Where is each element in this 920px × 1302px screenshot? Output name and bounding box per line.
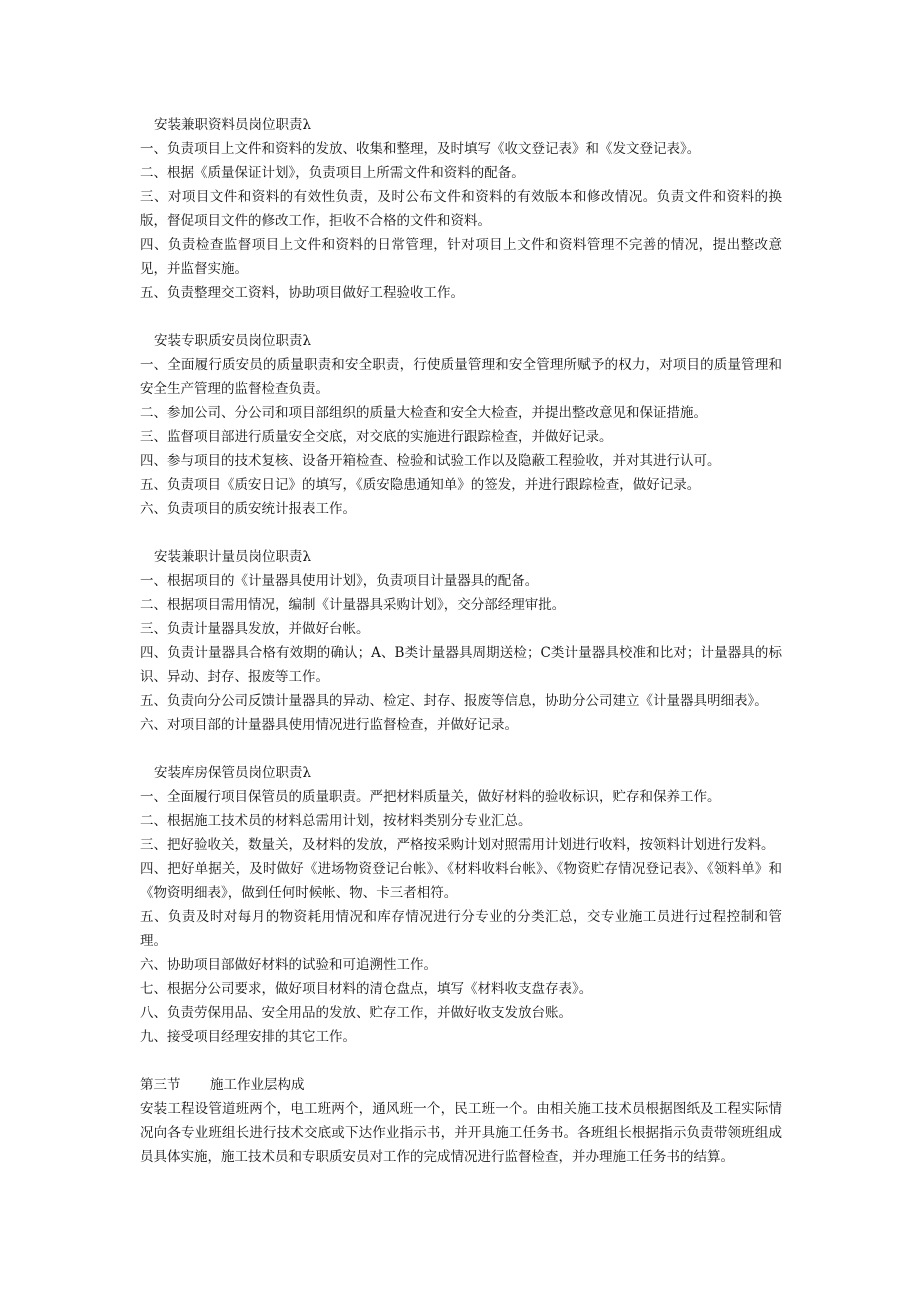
duty-item: 八、负责劳保用品、安全用品的发放、贮存工作，并做好收支发放台账。 (140, 1005, 572, 1021)
duty-item: 四、负责计量器具合格有效期的确认；A、B类计量器具周期送检；C类计量器具校准和比对；计量器具的标识、异动、封存、报废等工作。 (140, 645, 782, 685)
duty-item: 二、根据《质量保证计划》，负责项目上所需文件和资料的配备。 (140, 165, 525, 181)
section-title: 安装库房保管员岗位职责λ (154, 765, 312, 781)
chapter-section (140, 1073, 782, 1169)
duty-item: 一、全面履行质安员的质量职责和安全职责，行使质量管理和安全管理所赋予的权力，对项目的质量管理和安全生产管理的监督检查负责。 (140, 357, 782, 397)
chapter-heading (140, 1073, 782, 1097)
duty-item: 九、接受项目经理安排的其它工作。 (140, 1029, 356, 1045)
duty-item: 二、根据项目需用情况，编制《计量器具采购计划》，交分部经理审批。 (140, 597, 566, 613)
duty-item: 一、根据项目的《计量器具使用计划》，负责项目计量器具的配备。 (140, 573, 539, 589)
duty-item: 四、参与项目的技术复核、设备开箱检查、检验和试验工作以及隐蔽工程验收，并对其进行认可。 (140, 453, 721, 469)
section-title: 安装专职质安员岗位职责λ (154, 333, 312, 349)
duty-item: 六、对项目部的计量器具使用情况进行监督检查，并做好记录。 (140, 717, 518, 733)
chapter-title: 施工作业层构成 (210, 1077, 305, 1093)
duty-item: 二、根据施工技术员的材料总需用计划，按材料类别分专业汇总。 (140, 813, 532, 829)
duty-item: 二、参加公司、分公司和项目部组织的质量大检查和安全大检查，并提出整改意见和保证措施。 (140, 405, 707, 421)
section-metrology-clerk (140, 545, 782, 737)
section-document-clerk (140, 113, 782, 305)
duty-item: 五、负责项目《质安日记》的填写，《质安隐患通知单》的签发，并进行跟踪检查，做好记录。 (140, 477, 701, 493)
duty-item: 一、全面履行项目保管员的质量职责。严把材料质量关，做好材料的验收标识，贮存和保养工作。 (140, 789, 721, 805)
duty-item: 六、协助项目部做好材料的试验和可追溯性工作。 (140, 957, 437, 973)
duty-item: 五、负责整理交工资料，协助项目做好工程验收工作。 (140, 285, 464, 301)
section-title: 安装兼职资料员岗位职责λ (154, 117, 312, 133)
duty-item: 三、对项目文件和资料的有效性负责，及时公布文件和资料的有效版本和修改情况。负责文件和资料的换版，督促项目文件的修改工作，拒收不合格的文件和资料。 (140, 189, 782, 229)
duty-item: 三、监督项目部进行质量安全交底，对交底的实施进行跟踪检查，并做好记录。 (140, 429, 613, 445)
chapter-paragraph: 安装工程设管道班两个，电工班两个，通风班一个，民工班一个。由相关施工技术员根据图纸及工程实际情况向各专业班组长进行技术交底或下达作业指示书，并开具施工任务书。各班组长根据指示负责带领班组成员具体实施，施工技术员和专职质安员对工作的完成情况进行监督检查，并办理施工任务书的结算。 (140, 1101, 782, 1165)
chapter-number: 第三节 (140, 1077, 181, 1093)
duty-item: 四、负责检查监督项目上文件和资料的日常管理，针对项目上文件和资料管理不完善的情况，提出整改意见，并监督实施。 (140, 237, 782, 277)
duty-item: 五、负责及时对每月的物资耗用情况和库存情况进行分专业的分类汇总，交专业施工员进行过程控制和管理。 (140, 909, 782, 949)
duty-item: 一、负责项目上文件和资料的发放、收集和整理，及时填写《收文登记表》和《发文登记表》。 (140, 141, 701, 157)
duty-item: 七、根据分公司要求，做好项目材料的清仓盘点，填写《材料收支盘存表》。 (140, 981, 593, 997)
section-quality-safety-officer (140, 329, 782, 521)
document-page (140, 113, 782, 1169)
duty-item: 六、负责项目的质安统计报表工作。 (140, 501, 356, 517)
section-title: 安装兼职计量员岗位职责λ (154, 549, 312, 565)
duty-item: 三、负责计量器具发放，并做好台帐。 (140, 621, 370, 637)
duty-item: 四、把好单据关，及时做好《进场物资登记台帐》、《材料收料台帐》、《物资贮存情况登记表》、《领料单》和《物资明细表》，做到任何时候帐、物、卡三者相符。 (140, 861, 782, 901)
duty-item: 三、把好验收关，数量关，及材料的发放，严格按采购计划对照需用计划进行收料，按领料计划进行发料。 (140, 837, 775, 853)
duty-item: 五、负责向分公司反馈计量器具的异动、检定、封存、报废等信息，协助分公司建立《计量器具明细表》。 (140, 693, 768, 709)
section-warehouse-keeper (140, 761, 782, 1049)
